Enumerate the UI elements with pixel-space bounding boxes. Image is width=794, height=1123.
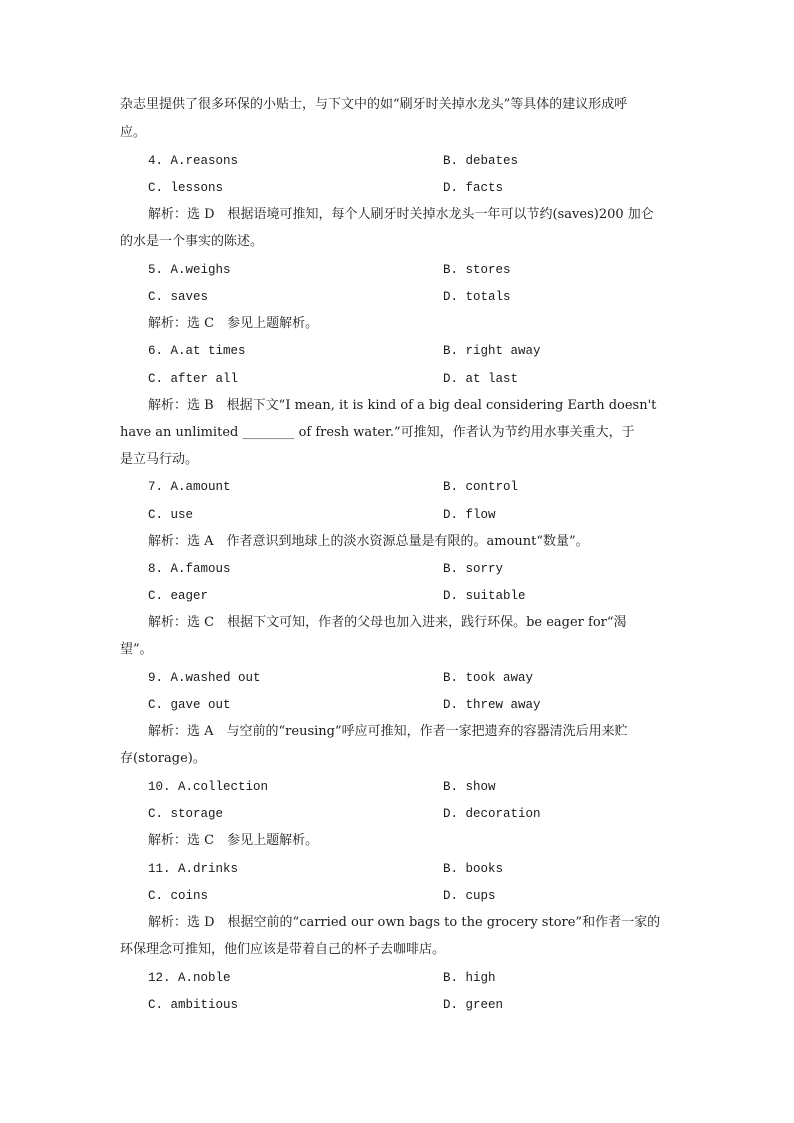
option-c: C. storage <box>148 807 224 821</box>
option-a: 7. A.amount <box>148 480 231 494</box>
option-b: B. show <box>443 780 496 794</box>
option-d: D. threw away <box>443 698 541 712</box>
explanation-line: have an unlimited ________ of fresh water.”可推知，作者认为节约用水事关重大，于 <box>120 425 635 440</box>
explanation-line: 解析：选 D 根据语境可推知，每个人刷牙时关掉水龙头一年可以节约(saves)200 加仑 <box>148 207 654 222</box>
explanation-line: 解析：选 B 根据下文“I mean, it is kind of a big deal considering Earth doesn't <box>148 398 657 413</box>
option-c: C. gave out <box>148 698 231 712</box>
option-b: B. control <box>443 480 519 494</box>
option-b: B. sorry <box>443 562 504 576</box>
option-c: C. coins <box>148 889 209 903</box>
explanation-line: 望”。 <box>120 642 153 657</box>
explanation-line: 解析：选 C 参见上题解析。 <box>148 833 319 848</box>
option-b: B. took away <box>443 671 534 685</box>
option-b: B. high <box>443 971 496 985</box>
option-d: D. cups <box>443 889 496 903</box>
option-d: D. flow <box>443 508 496 522</box>
option-a: 11. A.drinks <box>148 862 239 876</box>
explanation-line: 解析：选 C 根据下文可知，作者的父母也加入进来，践行环保。be eager for“渴 <box>148 615 627 630</box>
option-b: B. stores <box>443 263 511 277</box>
option-a: 10. A.collection <box>148 780 269 794</box>
option-d: D. suitable <box>443 589 526 603</box>
option-b: B. right away <box>443 344 541 358</box>
option-a: 12. A.noble <box>148 971 231 985</box>
intro-line-2: 应。 <box>120 125 147 140</box>
option-d: D. totals <box>443 290 511 304</box>
option-c: C. saves <box>148 290 209 304</box>
option-a: 5. A.weighs <box>148 263 231 277</box>
explanation-line: 是立马行动。 <box>120 452 199 467</box>
option-a: 6. A.at times <box>148 344 246 358</box>
intro-line-1: 杂志里提供了很多环保的小贴士，与下文中的如“刷牙时关掉水龙头”等具体的建议形成呼 <box>120 97 628 112</box>
option-a: 8. A.famous <box>148 562 231 576</box>
option-d: D. facts <box>443 181 504 195</box>
explanation-line: 解析：选 D 根据空前的“carried our own bags to the grocery store”和作者一家的 <box>148 915 661 930</box>
option-a: 9. A.washed out <box>148 671 261 685</box>
explanation-line: 环保理念可推知，他们应该是带着自己的杯子去咖啡店。 <box>120 942 446 957</box>
option-d: D. green <box>443 998 504 1012</box>
option-c: C. ambitious <box>148 998 239 1012</box>
explanation-line: 的水是一个事实的陈述。 <box>120 234 264 249</box>
option-c: C. use <box>148 508 194 522</box>
explanation-line: 解析：选 A 作者意识到地球上的淡水资源总量是有限的。amount“数量”。 <box>148 534 589 549</box>
option-d: D. decoration <box>443 807 541 821</box>
option-b: B. books <box>443 862 504 876</box>
option-c: C. after all <box>148 372 239 386</box>
explanation-line: 解析：选 A 与空前的“reusing”呼应可推知，作者一家把遗弃的容器清洗后用来贮 <box>148 724 628 739</box>
option-b: B. debates <box>443 154 519 168</box>
option-c: C. eager <box>148 589 209 603</box>
option-c: C. lessons <box>148 181 224 195</box>
option-d: D. at last <box>443 372 519 386</box>
option-a: 4. A.reasons <box>148 154 239 168</box>
explanation-line: 解析：选 C 参见上题解析。 <box>148 316 319 331</box>
explanation-line: 存(storage)。 <box>120 751 206 766</box>
